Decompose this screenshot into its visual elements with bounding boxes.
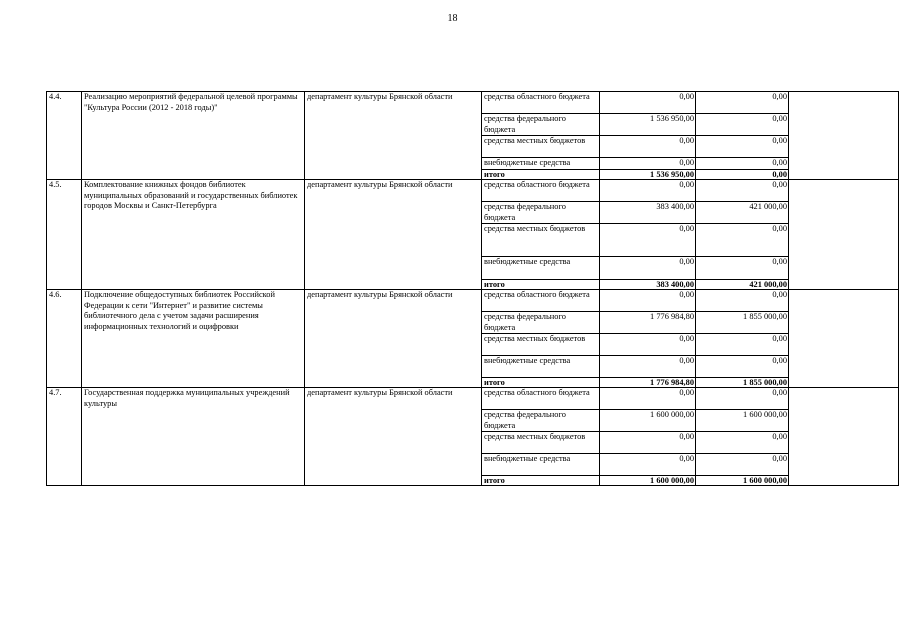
amount-cell: 0,00 [600, 432, 696, 454]
empty-cell [789, 290, 899, 388]
amount-cell: 1 600 000,00 [696, 410, 789, 432]
executor: департамент культуры Брянской области [305, 388, 482, 486]
empty-cell [789, 180, 899, 290]
row-index: 4.6. [47, 290, 82, 388]
total-amount: 0,00 [696, 170, 789, 180]
amount-cell: 0,00 [696, 454, 789, 476]
amount-cell: 0,00 [600, 334, 696, 356]
total-amount: 383 400,00 [600, 280, 696, 290]
amount-cell: 0,00 [696, 224, 789, 257]
amount-cell: 0,00 [600, 356, 696, 378]
funding-source: средства областного бюджета [482, 388, 600, 410]
funding-source: средства федерального бюджета [482, 312, 600, 334]
amount-cell: 0,00 [696, 114, 789, 136]
row-index: 4.7. [47, 388, 82, 486]
amount-cell: 1 855 000,00 [696, 312, 789, 334]
amount-cell: 0,00 [600, 92, 696, 114]
table-row [47, 388, 899, 410]
row-index: 4.5. [47, 180, 82, 290]
measure-name: Государственная поддержка муниципальных учреждений культуры [82, 388, 305, 486]
measure-name: Комплектование книжных фондов библиотек муниципальных образований и государственных библиотек городов Москвы и Санкт-Петербурга [82, 180, 305, 290]
page-number: 18 [447, 13, 458, 24]
amount-cell: 0,00 [600, 257, 696, 280]
funding-source: средства федерального бюджета [482, 202, 600, 224]
table-row [47, 180, 899, 202]
total-label: итого [482, 378, 600, 388]
funding-source: средства местных бюджетов [482, 432, 600, 454]
total-amount: 1 600 000,00 [696, 476, 789, 486]
amount-cell: 0,00 [696, 388, 789, 410]
amount-cell: 0,00 [696, 356, 789, 378]
funding-source: средства областного бюджета [482, 92, 600, 114]
amount-cell: 0,00 [696, 257, 789, 280]
amount-cell: 421 000,00 [696, 202, 789, 224]
amount-cell: 0,00 [696, 158, 789, 170]
executor: департамент культуры Брянской области [305, 92, 482, 180]
funding-source: средства местных бюджетов [482, 334, 600, 356]
funding-source: средства местных бюджетов [482, 224, 600, 257]
total-amount: 1 776 984,80 [600, 378, 696, 388]
amount-cell: 0,00 [696, 180, 789, 202]
table-row [47, 290, 899, 312]
funding-source: внебюджетные средства [482, 356, 600, 378]
total-label: итого [482, 170, 600, 180]
total-amount: 1 855 000,00 [696, 378, 789, 388]
funding-source: внебюджетные средства [482, 158, 600, 170]
row-index: 4.4. [47, 92, 82, 180]
funding-source: средства федерального бюджета [482, 114, 600, 136]
amount-cell: 0,00 [696, 290, 789, 312]
measure-name: Реализацию мероприятий федеральной целевой программы "Культура России (2012 - 2018 годы)" [82, 92, 305, 180]
funding-source: средства местных бюджетов [482, 136, 600, 158]
funding-source: средства областного бюджета [482, 180, 600, 202]
amount-cell: 0,00 [600, 180, 696, 202]
budget-table [46, 91, 899, 486]
total-amount: 1 536 950,00 [600, 170, 696, 180]
empty-cell [789, 92, 899, 180]
amount-cell: 1 600 000,00 [600, 410, 696, 432]
amount-cell: 0,00 [696, 92, 789, 114]
total-amount: 421 000,00 [696, 280, 789, 290]
total-amount: 1 600 000,00 [600, 476, 696, 486]
empty-cell [789, 388, 899, 486]
amount-cell: 0,00 [600, 136, 696, 158]
measure-name: Подключение общедоступных библиотек Российской Федерации к сети "Интернет" и развитие системы библиотечного дела с учетом задачи расширения информационных технологий и оцифровки [82, 290, 305, 388]
amount-cell: 0,00 [600, 388, 696, 410]
funding-source: внебюджетные средства [482, 454, 600, 476]
total-label: итого [482, 476, 600, 486]
amount-cell: 0,00 [600, 454, 696, 476]
funding-source: внебюджетные средства [482, 257, 600, 280]
table-row [47, 92, 899, 114]
funding-source: средства федерального бюджета [482, 410, 600, 432]
executor: департамент культуры Брянской области [305, 180, 482, 290]
amount-cell: 1 536 950,00 [600, 114, 696, 136]
amount-cell: 0,00 [696, 136, 789, 158]
funding-source: средства областного бюджета [482, 290, 600, 312]
total-label: итого [482, 280, 600, 290]
amount-cell: 0,00 [600, 158, 696, 170]
amount-cell: 383 400,00 [600, 202, 696, 224]
amount-cell: 0,00 [600, 290, 696, 312]
amount-cell: 0,00 [696, 334, 789, 356]
amount-cell: 1 776 984,80 [600, 312, 696, 334]
amount-cell: 0,00 [696, 432, 789, 454]
executor: департамент культуры Брянской области [305, 290, 482, 388]
amount-cell: 0,00 [600, 224, 696, 257]
